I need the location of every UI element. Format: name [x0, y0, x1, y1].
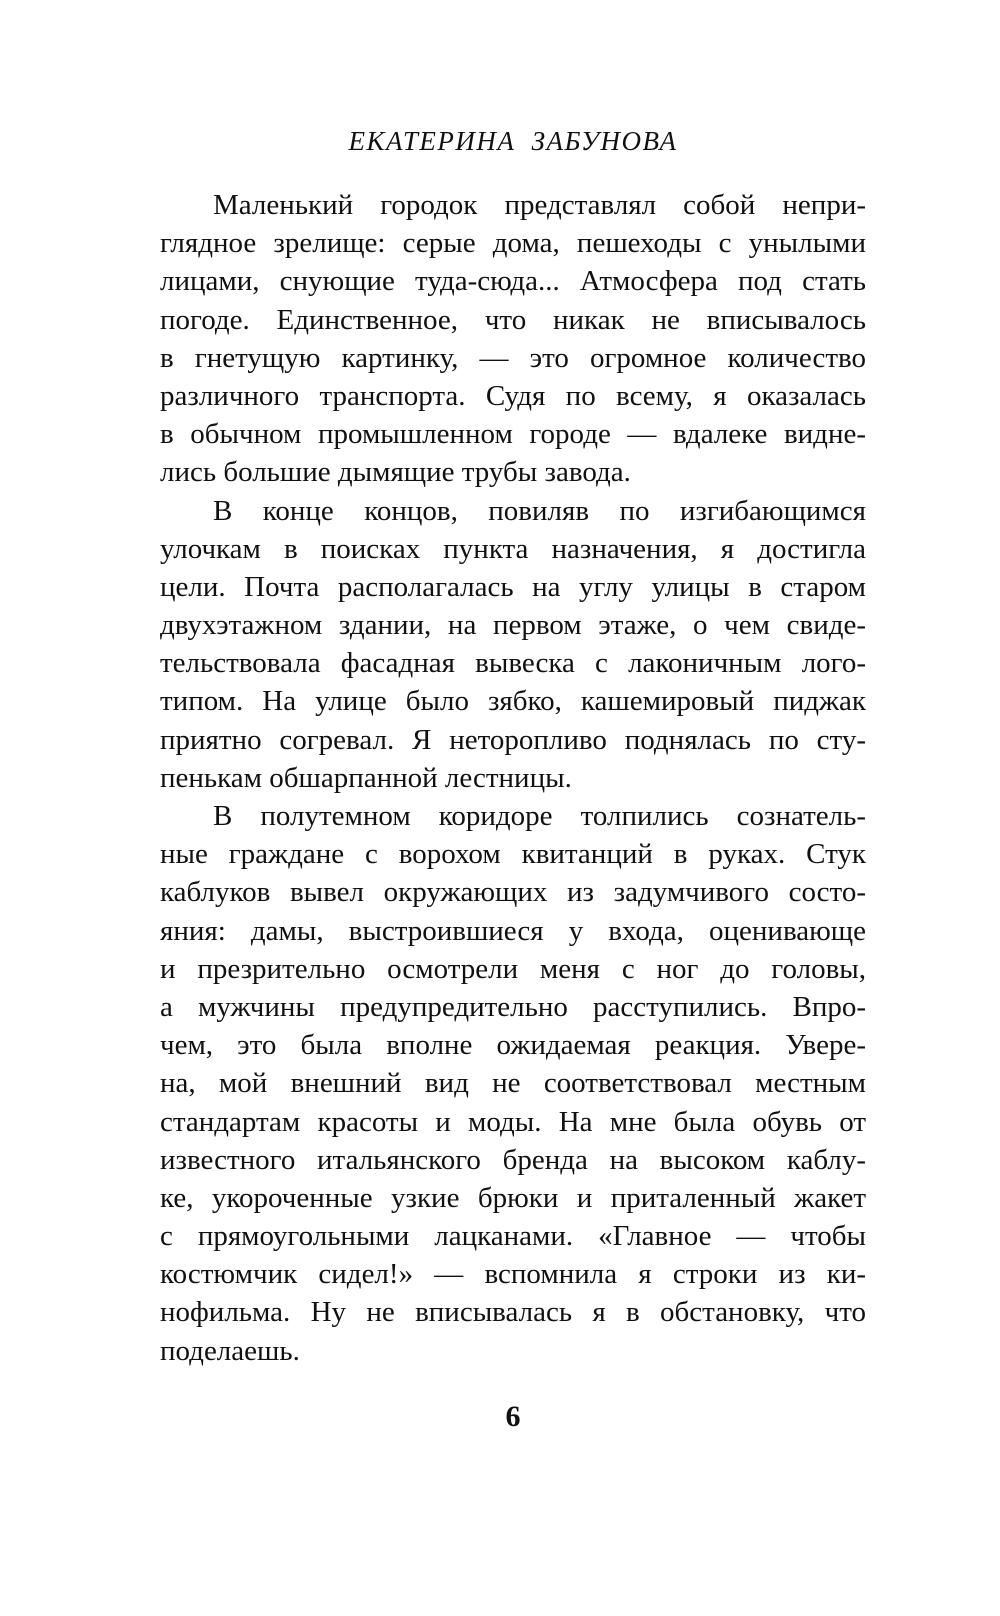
- text-line: в обычном промышленном городе — вдалеке видне-: [160, 418, 866, 451]
- text-line: нофильма. Ну не вписывалась я в обстановку, что: [160, 1296, 866, 1329]
- text-line: Маленький городок представлял собой непри-: [213, 189, 866, 221]
- text-line: яния: дамы, выстроившиеся у входа, оценивающе: [160, 914, 866, 947]
- text-line: в гнетущую картинку, — это огромное количество: [160, 341, 866, 374]
- text-line: тельствовала фасадная вывеска с лаконичным лого-: [160, 647, 866, 680]
- paragraph-1: [160, 186, 866, 492]
- text-line: пенькам обшарпанной лестницы.: [160, 761, 572, 794]
- text-line: а мужчины предупредительно расступились. Впро-: [160, 990, 866, 1023]
- text-line: приятно согревал. Я неторопливо поднялась по сту-: [160, 723, 866, 756]
- text-line: на, мой внешний вид не соответствовал местным: [160, 1067, 866, 1100]
- text-line: различного транспорта. Судя по всему, я оказалась: [160, 379, 866, 412]
- paragraph-2: [160, 492, 866, 798]
- text-line: поделаешь.: [160, 1334, 300, 1367]
- text-line: двухэтажном здании, на первом этаже, о чем свиде-: [160, 609, 866, 642]
- text-line: В полутемном коридоре толпились сознатель-: [213, 800, 866, 832]
- body-text: [160, 186, 866, 1370]
- text-line: улочкам в поисках пункта назначения, я достигла: [160, 532, 866, 565]
- text-line: и презрительно осмотрели меня с ног до головы,: [160, 952, 866, 985]
- text-line: стандартам красоты и моды. На мне была обувь от: [160, 1105, 866, 1138]
- text-line: ные граждане с ворохом квитанций в руках. Стук: [160, 838, 866, 871]
- text-line: цели. Почта располагалась на углу улицы в старом: [160, 570, 866, 603]
- text-line: лись большие дымящие трубы завода.: [160, 456, 631, 489]
- text-line: В конце концов, повиляв по изгибающимся: [213, 494, 866, 527]
- text-line: ке, укороченные узкие брюки и приталенный жакет: [160, 1181, 866, 1214]
- text-line: типом. На улице было зябко, кашемировый пиджак: [160, 685, 866, 718]
- text-line: с прямоугольными лацканами. «Главное — чтобы: [160, 1220, 866, 1253]
- running-head: ЕКАТЕРИНА ЗАБУНОВА: [348, 126, 678, 156]
- text-line: известного итальянского бренда на высоком каблу-: [160, 1143, 866, 1176]
- text-line: костюмчик сидел!» — вспомнила я строки из ки-: [160, 1258, 866, 1291]
- text-line: каблуков вывел окружающих из задумчивого состо-: [160, 876, 866, 909]
- text-line: погоде. Единственное, что никак не вписывалось: [160, 303, 866, 336]
- text-line: лицами, снующие туда-сюда... Атмосфера под стать: [160, 265, 866, 298]
- paragraph-3: [160, 797, 866, 1370]
- page-number: 6: [505, 1400, 521, 1433]
- text-line: глядное зрелище: серые дома, пешеходы с унылыми: [160, 227, 866, 260]
- text-line: чем, это была вполне ожидаемая реакция. Увере-: [160, 1029, 866, 1062]
